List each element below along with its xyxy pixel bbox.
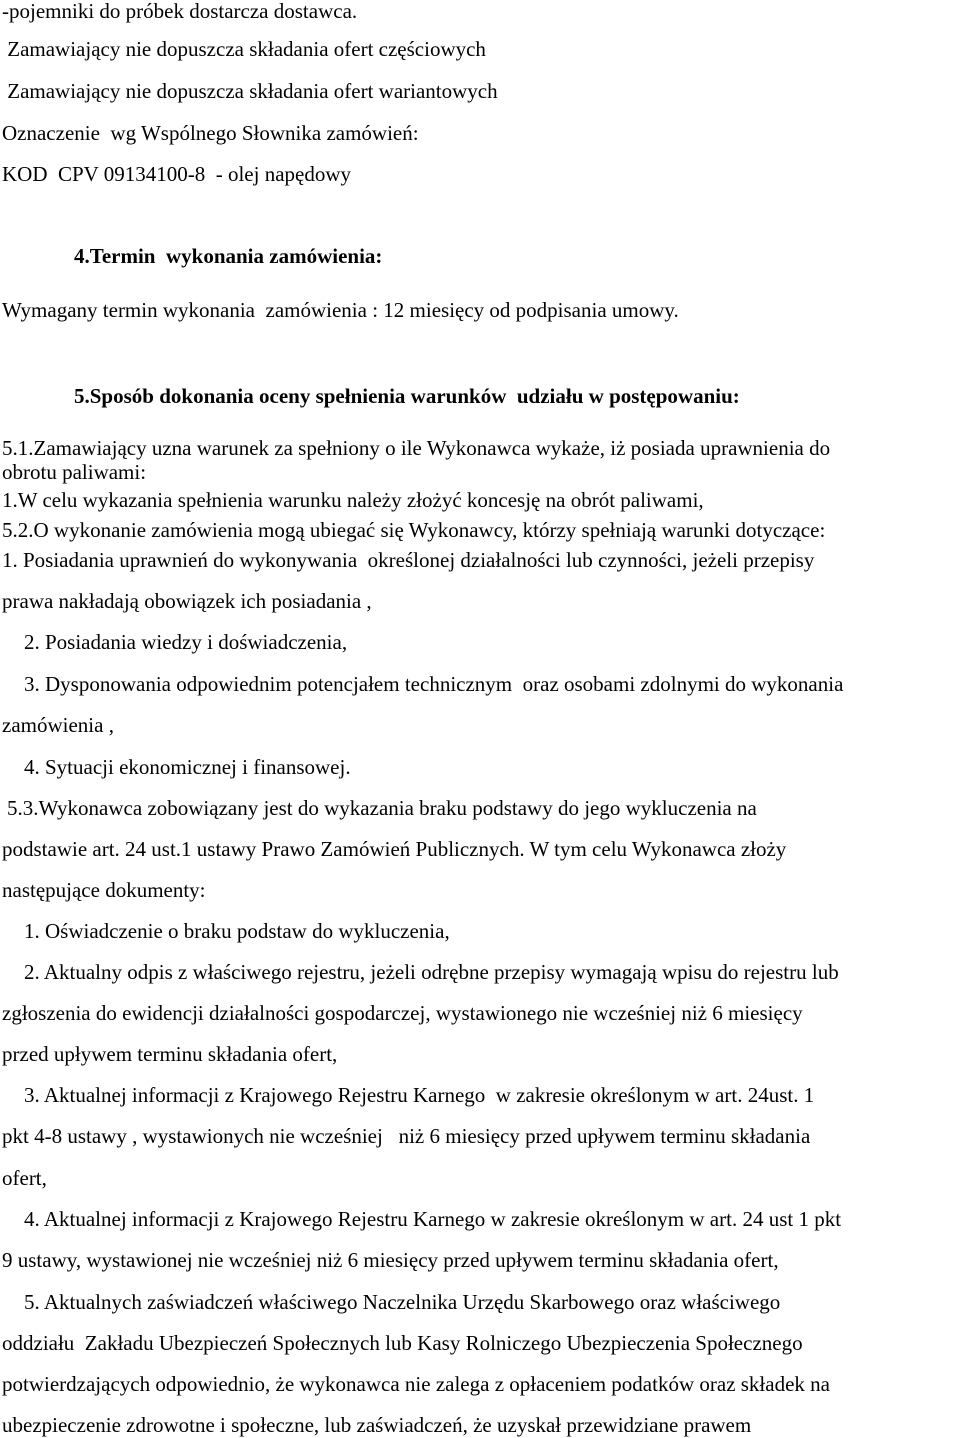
text-line: 4. Aktualnej informacji z Krajowego Rejestru Karnego w zakresie określonym w art. 24 ust 1 pkt bbox=[24, 1207, 842, 1231]
text-line: Wymagany termin wykonania zamówienia : 12 miesięcy od podpisania umowy. bbox=[2, 298, 679, 322]
text-line: następujące dokumenty: bbox=[2, 878, 206, 902]
text-line: Zamawiający nie dopuszcza składania ofert częściowych bbox=[2, 37, 486, 61]
text-line: 2. Aktualny odpis z właściwego rejestru, jeżeli odrębne przepisy wymagają wpisu do rejestru lub bbox=[24, 960, 839, 984]
text-line: 5.3.Wykonawca zobowiązany jest do wykazania braku podstawy do jego wykluczenia na bbox=[7, 796, 757, 820]
text-line: -pojemniki do próbek dostarcza dostawca. bbox=[2, 0, 358, 23]
section-heading-5: 5.Sposób dokonania oceny spełnienia warunków udziału w postępowaniu: bbox=[74, 384, 740, 408]
text-line: 5.1.Zamawiający uzna warunek za spełniony o ile Wykonawca wykaże, iż posiada uprawnienia do bbox=[2, 436, 831, 460]
text-line: 1.W celu wykazania spełnienia warunku należy złożyć koncesję na obrót paliwami, bbox=[2, 488, 704, 512]
text-line: prawa nakładają obowiązek ich posiadania , bbox=[2, 589, 372, 613]
text-line: przed upływem terminu składania ofert, bbox=[2, 1042, 338, 1066]
text-line: potwierdzających odpowiednio, że wykonawca nie zalega z opłaceniem podatków oraz składek na bbox=[2, 1372, 830, 1396]
section-heading-4: 4.Termin wykonania zamówienia: bbox=[74, 244, 383, 268]
text-line: 2. Posiadania wiedzy i doświadczenia, bbox=[24, 630, 348, 654]
text-line: 9 ustawy, wystawionej nie wcześniej niż 6 miesięcy przed upływem terminu składania ofert, bbox=[2, 1248, 779, 1272]
text-line: KOD CPV 09134100-8 - olej napędowy bbox=[2, 162, 352, 186]
text-line: 1. Oświadczenie o braku podstaw do wykluczenia, bbox=[24, 919, 450, 943]
text-line: zgłoszenia do ewidencji działalności gospodarczej, wystawionego nie wcześniej niż 6 miesięcy bbox=[2, 1001, 803, 1025]
text-line: Oznaczenie wg Wspólnego Słownika zamówień: bbox=[2, 121, 419, 145]
text-line: ofert, bbox=[2, 1166, 47, 1190]
text-line: obrotu paliwami: bbox=[2, 460, 147, 484]
text-line: 5. Aktualnych zaświadczeń właściwego Naczelnika Urzędu Skarbowego oraz właściwego bbox=[24, 1290, 781, 1314]
text-line: oddziału Zakładu Ubezpieczeń Społecznych lub Kasy Rolniczego Ubezpieczenia Społecznego bbox=[2, 1331, 803, 1355]
text-line: 5.2.O wykonanie zamówienia mogą ubiegać się Wykonawcy, którzy spełniają warunki dotyczące: bbox=[2, 518, 826, 542]
text-line: 4. Sytuacji ekonomicznej i finansowej. bbox=[24, 755, 351, 779]
text-line: zamówienia , bbox=[2, 713, 114, 737]
text-line: 3. Aktualnej informacji z Krajowego Rejestru Karnego w zakresie określonym w art. 24ust. 1 bbox=[24, 1083, 815, 1107]
text-line: 1. Posiadania uprawnień do wykonywania określonej działalności lub czynności, jeżeli przepisy bbox=[2, 548, 815, 572]
text-line: pkt 4-8 ustawy , wystawionych nie wcześniej niż 6 miesięcy przed upływem terminu składania bbox=[2, 1124, 811, 1148]
text-line: podstawie art. 24 ust.1 ustawy Prawo Zamówień Publicznych. W tym celu Wykonawca złoży bbox=[2, 837, 787, 861]
text-line: 3. Dysponowania odpowiednim potencjałem technicznym oraz osobami zdolnymi do wykonania bbox=[24, 672, 844, 696]
text-line: Zamawiający nie dopuszcza składania ofert wariantowych bbox=[2, 79, 498, 103]
text-line: ubezpieczenie zdrowotne i społeczne, lub zaświadczeń, że uzyskał przewidziane prawem bbox=[2, 1413, 752, 1437]
